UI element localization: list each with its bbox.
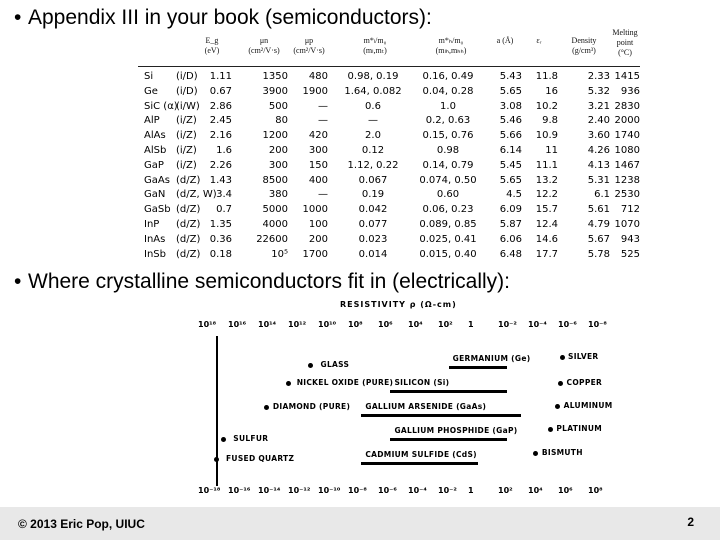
conductivity-tick-label: 10⁻⁸ [348,486,367,495]
table-rule-top [138,66,640,67]
label-silver: SILVER [568,352,599,361]
label-gallium-phosphide-gap: GALLIUM PHOSPHIDE (GaP) [394,426,518,435]
cell-type: (d/Z) [176,219,201,230]
cell-mup: — [318,189,328,201]
cell-name: GaP [144,159,164,171]
cell-mp: 2830 [614,100,640,112]
cell-name: SiC (α) [144,100,178,112]
label-sulfur: SULFUR [233,434,269,443]
bullet-appendix [14,6,432,30]
bullet-appendix-text: Appendix III in your book (semiconductors): [28,6,432,29]
resistivity-tick-label: 10¹⁶ [228,320,247,329]
cell-mh: 0.60 [436,189,460,201]
cell-den: 5.32 [587,85,610,97]
resistivity-tick-label: 10¹⁰ [318,320,337,329]
bullet-crystalline-text: Where crystalline semiconductors fit in (electrically): [28,270,510,293]
cell-type: (d/Z) [176,233,201,245]
cell-eg: 0.7 [216,204,232,216]
table-row [138,85,640,100]
cell-me: 0.067 [358,174,388,186]
label-aluminum: ALUMINUM [563,401,613,410]
cell-mp: 1415 [614,71,640,82]
table-header-me: m*ₗ/m₀ (mₗ,mₜ) [363,36,387,55]
cell-mp: 525 [620,248,640,260]
cell-type: (d/Z) [176,248,201,260]
chart-title: RESISTIVITY ρ (Ω-cm) [340,300,457,309]
cell-type: (i/W) [176,100,200,112]
cell-type: (d/Z) [176,204,201,216]
table-row [138,144,640,159]
cell-eps: 10.9 [535,130,558,142]
cell-mun: 1200 [262,130,288,142]
cell-mun: 4000 [262,219,288,230]
cell-mup: 480 [308,71,328,82]
resistivity-tick-label: 10² [438,320,453,329]
point-fused-quartz [214,457,219,462]
cell-mh: 0.015, 0.40 [419,248,477,260]
table-header-mun: μn (cm²/V·s) [248,36,280,55]
cell-a: 5.65 [499,174,522,186]
footer-copyright: © 2013 Eric Pop, UIUC [18,517,145,531]
cell-den: 3.21 [587,100,610,112]
cell-mh: 1.0 [440,100,456,112]
resistivity-tick-label: 10¹⁸ [198,320,217,329]
cell-eg: 2.16 [209,130,232,142]
resistivity-tick-label: 10⁻⁶ [558,320,577,329]
conductivity-tick-label: 1 [468,486,474,495]
cell-me: 0.19 [361,189,385,201]
table-row [138,218,640,233]
conductivity-tick-label: 10⁻¹⁶ [228,486,251,495]
label-platinum: PLATINUM [556,424,603,433]
cell-name: InP [144,219,160,230]
cell-mup: 420 [308,130,328,142]
cell-me: 1.12, 0.22 [347,159,399,171]
table-row [138,248,640,263]
point-silver [560,355,565,360]
conductivity-tick-label: 10² [498,486,513,495]
cell-eg: 0.67 [209,85,232,97]
cell-mh: 0.2, 0.63 [425,115,471,127]
cell-a: 6.48 [499,248,522,260]
resistivity-tick-label: 10⁻² [498,320,517,329]
resistivity-tick-label: 10⁴ [408,320,423,329]
cell-me: — [368,115,378,127]
cell-eps: 12.4 [535,219,558,230]
point-sulfur [221,437,226,442]
cell-eg: 1.11 [209,71,232,82]
cell-mun: 8500 [262,174,288,186]
cell-mup: 150 [308,159,328,171]
cell-eps: 10.2 [535,100,558,112]
conductivity-tick-label: 10⁻² [438,486,457,495]
cell-mh: 0.074, 0.50 [419,174,477,186]
cell-den: 3.60 [587,130,610,142]
cell-mun: 22600 [256,233,288,245]
cell-mup: 400 [308,174,328,186]
bullet-crystalline [14,270,510,294]
table-header-eg: E_g (eV) [204,36,220,55]
cell-a: 5.45 [499,159,522,171]
conductivity-tick-label: 10⁻¹⁴ [258,486,281,495]
cell-mun: 5000 [262,204,288,216]
cell-me: 0.98, 0.19 [347,71,399,82]
conductivity-tick-label: 10⁻¹² [288,486,311,495]
cell-name: Si [144,71,154,82]
table-row [138,233,640,248]
cell-den: 6.1 [594,189,610,201]
table-row [138,100,640,115]
cell-name: AlP [144,115,160,127]
label-copper: COPPER [566,378,603,387]
table-header-mup: μp (cm²/V·s) [293,36,325,55]
cell-mup: 1000 [302,204,328,216]
resistivity-tick-label: 1 [468,320,474,329]
cell-mh: 0.14, 0.79 [422,159,474,171]
page-number: 2 [687,515,694,529]
label-bismuth: BISMUTH [541,448,583,457]
cell-name: Ge [144,85,158,97]
cell-mun: 80 [275,115,288,127]
label-glass: GLASS [320,360,350,369]
cell-mun: 300 [268,159,288,171]
cell-eg: 1.43 [209,174,232,186]
cell-eps: 17.7 [535,248,558,260]
cell-mun: 380 [268,189,288,201]
cell-a: 5.65 [499,85,522,97]
cell-mp: 712 [620,204,640,216]
cell-eps: 16 [545,85,558,97]
cell-eps: 15.7 [535,204,558,216]
bullet-dot: • [14,6,22,29]
cell-mh: 0.089, 0.85 [419,219,477,230]
cell-type: (d/Z, W) [176,189,217,201]
cell-eg: 3.4 [216,189,232,201]
resistivity-tick-label: 10⁻⁸ [588,320,607,329]
cell-name: AlAs [144,130,166,142]
cell-mun: 500 [268,100,288,112]
table-header-a: a (Å) [496,36,514,45]
table-header-mp: Melting point (°C) [612,28,638,57]
table-row [138,159,640,174]
cell-mp: 1467 [614,159,640,171]
table-row [138,203,640,218]
cell-name: GaSb [144,204,171,216]
cell-mh: 0.025, 0.41 [419,233,477,245]
cell-me: 1.64, 0.082 [344,85,402,97]
cell-name: GaN [144,189,166,201]
cell-den: 5.78 [587,248,610,260]
table-row [138,129,640,144]
label-germanium-ge: GERMANIUM (Ge) [452,354,531,363]
cell-name: InAs [144,233,166,245]
cell-a: 5.87 [499,219,522,230]
point-platinum [548,427,553,432]
cell-type: (i/Z) [176,145,197,156]
cell-mup: 300 [308,145,328,156]
cell-den: 4.79 [587,219,610,230]
resistivity-tick-label: 10⁸ [348,320,363,329]
cell-eps: 12.2 [535,189,558,201]
cell-mp: 1740 [614,130,640,142]
table-header-den: Density (g/cm³) [571,36,597,55]
cell-a: 5.46 [499,115,522,127]
cell-me: 0.023 [358,233,388,245]
label-cadmium-sulfide-cds: CADMIUM SULFIDE (CdS) [365,450,477,459]
cell-mp: 1238 [614,174,640,186]
bar-gallium-arsenide-gaas [361,414,521,417]
cell-den: 2.40 [587,115,610,127]
cell-eg: 0.36 [209,233,232,245]
cell-eps: 11.1 [535,159,558,171]
cell-me: 0.077 [358,219,388,230]
cell-mup: 1900 [302,85,328,97]
cell-mp: 943 [620,233,640,245]
conductivity-tick-label: 10⁻⁴ [408,486,427,495]
cell-mh: 0.98 [436,145,460,156]
cell-me: 0.12 [361,145,385,156]
cell-mup: 100 [308,219,328,230]
cell-a: 6.09 [499,204,522,216]
cell-type: (i/Z) [176,115,197,127]
cell-type: (i/D) [176,71,198,82]
cell-mun: 200 [268,145,288,156]
table-row [138,70,640,85]
cell-a: 5.43 [499,71,522,82]
cell-a: 6.14 [499,145,522,156]
cell-me: 0.042 [358,204,388,216]
label-nickel-oxide-pure: NICKEL OXIDE (PURE) [296,378,394,387]
cell-me: 0.014 [358,248,388,260]
cell-name: AlSb [144,145,167,156]
conductivity-tick-label: 10⁸ [588,486,603,495]
cell-eps: 11.8 [535,71,558,82]
cell-eps: 14.6 [535,233,558,245]
conductivity-tick-label: 10⁻⁶ [378,486,397,495]
cell-type: (i/Z) [176,159,197,171]
cell-a: 5.66 [499,130,522,142]
bar-gallium-phosphide-gap [390,438,506,441]
table-header-eps: εᵣ [536,36,542,45]
conductivity-tick-label: 10⁻¹⁰ [318,486,341,495]
table-row [138,114,640,129]
resistivity-tick-label: 10⁶ [378,320,393,329]
cell-mh: 0.15, 0.76 [422,130,474,142]
cell-a: 6.06 [499,233,522,245]
cell-den: 4.26 [587,145,610,156]
cell-a: 3.08 [499,100,522,112]
cell-type: (d/Z) [176,174,201,186]
cell-eg: 1.35 [209,219,232,230]
cell-den: 5.31 [587,174,610,186]
cell-den: 5.61 [587,204,610,216]
cell-mp: 1080 [614,145,640,156]
resistivity-tick-label: 10¹⁴ [258,320,277,329]
cell-mp: 2000 [614,115,640,127]
label-fused-quartz: FUSED QUARTZ [226,454,295,463]
cell-mun: 3900 [262,85,288,97]
cell-type: (i/D) [176,85,198,97]
cell-mp: 936 [620,85,640,97]
cell-mh: 0.06, 0.23 [422,204,474,216]
cell-name: GaAs [144,174,170,186]
label-diamond-pure: DIAMOND (PURE) [272,402,351,411]
cell-eps: 9.8 [542,115,558,127]
conductivity-tick-label: 10⁶ [558,486,573,495]
cell-den: 2.33 [587,71,610,82]
resistivity-tick-label: 10¹² [288,320,307,329]
cell-type: (i/Z) [176,130,197,142]
bar-cadmium-sulfide-cds [361,462,477,465]
bar-silicon-si [390,390,506,393]
cell-mh: 0.04, 0.28 [422,85,474,97]
resistivity-chart [198,298,613,540]
semiconductor-table [138,30,640,268]
cell-den: 4.13 [587,159,610,171]
cell-eg: 0.18 [209,248,232,260]
table-header-mh: m*ₕ/m₀ (mₗₕ,mₕₕ) [435,36,467,55]
cell-mp: 2530 [614,189,640,201]
conductivity-tick-label: 10⁴ [528,486,543,495]
cell-eg: 2.26 [209,159,232,171]
cell-eg: 2.45 [209,115,232,127]
cell-me: 0.6 [365,100,381,112]
cell-mup: — [318,100,328,112]
table-row [138,174,640,189]
table-row [138,188,640,203]
cell-eps: 13.2 [535,174,558,186]
label-gallium-arsenide-gaas: GALLIUM ARSENIDE (GaAs) [365,402,487,411]
conductivity-tick-label: 10⁻¹⁸ [198,486,221,495]
cell-mup: 200 [308,233,328,245]
resistivity-tick-label: 10⁻⁴ [528,320,547,329]
point-glass [308,363,313,368]
cell-me: 2.0 [365,130,381,142]
cell-mh: 0.16, 0.49 [422,71,474,82]
cell-mup: — [318,115,328,127]
cell-mup: 1700 [302,248,328,260]
cell-eg: 2.86 [209,100,232,112]
cell-name: InSb [144,248,166,260]
bullet-dot: • [14,270,22,293]
label-silicon-si: SILICON (Si) [394,378,450,387]
cell-mun: 1350 [262,71,288,82]
cell-eps: 11 [545,145,558,156]
cell-mun: 10⁵ [271,248,288,260]
cell-den: 5.67 [587,233,610,245]
bar-germanium-ge [449,366,507,369]
cell-eg: 1.6 [216,145,232,156]
cell-mp: 1070 [614,219,640,230]
cell-a: 4.5 [506,189,522,201]
